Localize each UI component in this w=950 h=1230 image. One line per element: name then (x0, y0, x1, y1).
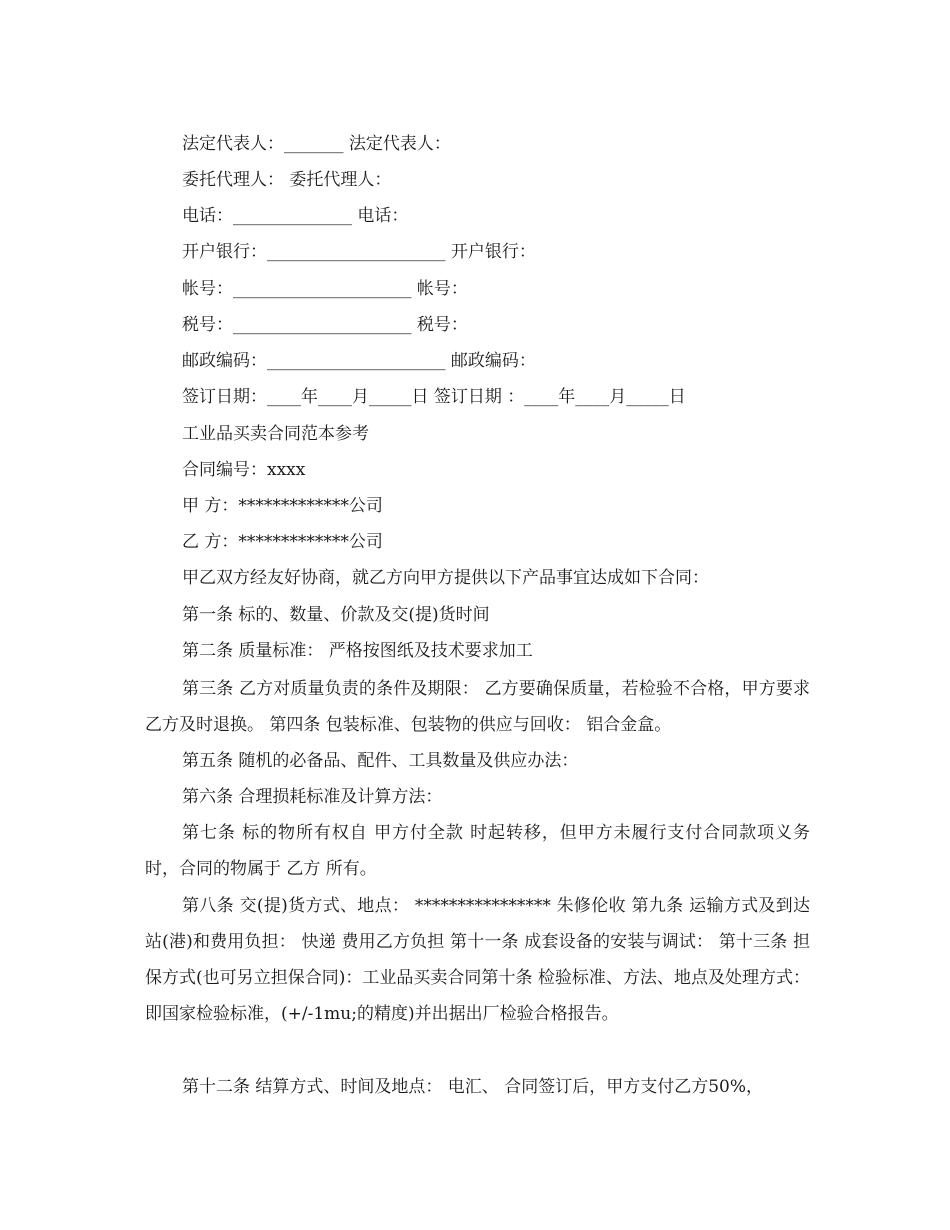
party-b-line: 乙 方：*************公司 (182, 532, 383, 552)
party-a-line: 甲 方：*************公司 (182, 496, 383, 516)
contract-number-line: 合同编号：xxxx (182, 460, 306, 480)
tax-id-line: 税号：_____________________ 税号： (182, 315, 468, 335)
article-2-line: 第二条 质量标准： 严格按图纸及技术要求加工 (182, 641, 533, 661)
preamble-line: 甲乙双方经友好协商，就乙方向甲方提供以下产品事宜达成如下合同： (182, 568, 709, 588)
article-7-paragraph: 第七条 标的物所有权自 甲方付全款 时起转移，但甲方未履行支付合同款项义务时，合同的物属于 乙方 所有。 (145, 823, 810, 879)
account-line: 帐号：_____________________ 帐号： (182, 279, 468, 299)
legal-representative-line: 法定代表人：_______ 法定代表人： (182, 134, 451, 154)
article-1-line: 第一条 标的、数量、价款及交(提)货时间 (182, 605, 490, 625)
postal-code-line: 邮政编码：_____________________ 邮政编码： (182, 351, 536, 371)
article-3-4-paragraph: 第三条 乙方对质量负责的条件及期限： 乙方要确保质量，若检验不合格，甲方要求乙方及时退换。 第四条 包装标准、包装物的供应与回收： 铝合金盒。 (145, 679, 810, 735)
document-title: 工业品买卖合同范本参考 (182, 424, 369, 444)
article-8-13-paragraph: 第八条 交(提)货方式、地点： **************** 朱修伦收 第九条 运输方式及到达站(港)和费用负担： 快递 费用乙方负担 第十一条 成套设备的安装与调试： 第十三条 担保方式(也可另立担保合同)：工业品买卖合同第十条 检验标准、方法、地点及处理方式：即国家检验标准，(+/-1mu;的精度)并出据出厂检验合格报告。 (145, 896, 810, 1024)
article-5-paragraph: 第五条 随机的必备品、配件、工具数量及供应办法： (182, 751, 579, 771)
bank-line: 开户银行：_____________________ 开户银行： (182, 242, 536, 262)
phone-line: 电话：______________ 电话： (182, 206, 409, 226)
authorized-agent-line: 委托代理人： 委托代理人： (182, 170, 392, 190)
article-6-paragraph: 第六条 合理损耗标准及计算方法： (182, 787, 443, 807)
article-12-paragraph: 第十二条 结算方式、时间及地点： 电汇、 合同签订后，甲方支付乙方50%， (182, 1077, 763, 1097)
signing-date-line: 签订日期：____年____月_____日 签订日期 ：____年____月_____日 (182, 387, 686, 407)
